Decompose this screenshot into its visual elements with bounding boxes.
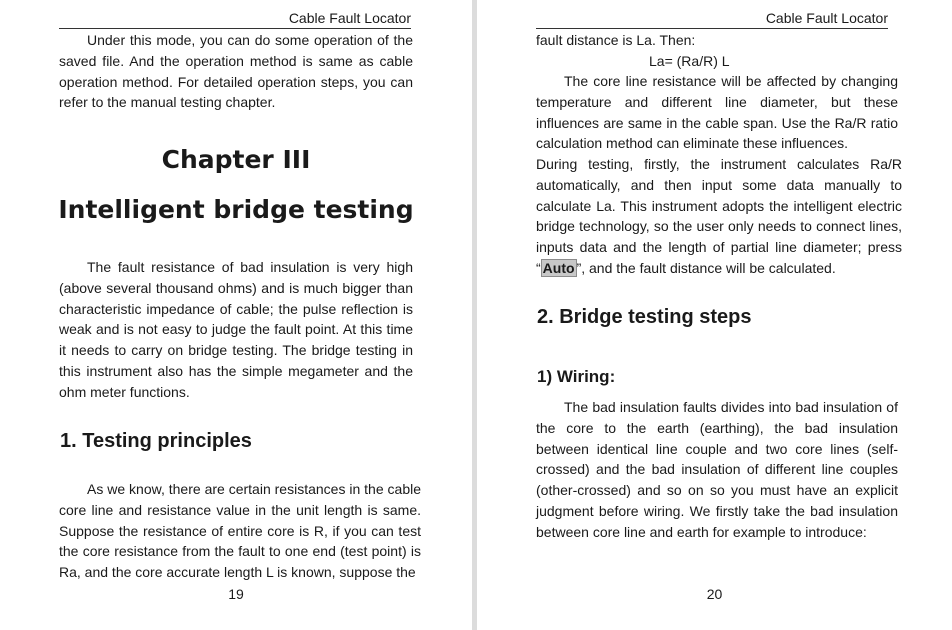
continued-text: fault distance is La. Then: bbox=[536, 32, 696, 48]
chapter-label: Chapter III bbox=[161, 145, 311, 174]
wiring-paragraph: The bad insulation faults divides into bad insulation of the core to the earth (earthing), the bad insulation between identical line couple and two core lines (self-crossed) and the bad insulation of different line couples (other-crossed) and so on so you must have an explicit judgment before wiring. We firstly take the bad insulation between core line and earth for example to introduce: bbox=[536, 399, 898, 540]
distance-formula: La= (Ra/R) L bbox=[649, 53, 730, 69]
core-resistance-paragraph: The core line resistance will be affected by changing temperature and different line diameter, but these influences are same in the cable span. Use the Ra/R ratio calculation method can eliminate these influences. bbox=[536, 73, 898, 152]
page-header: Cable Fault Locator bbox=[536, 10, 888, 29]
page-number: 20 bbox=[706, 586, 723, 602]
subsection-heading-wiring: 1) Wiring: bbox=[537, 367, 616, 386]
right-page bbox=[477, 0, 952, 630]
testing-principles-paragraph: As we know, there are certain resistances in the cable core line and resistance value in the unit length is same. Suppose the resistance of entire core is R, if you can test the core resistance from the fault to one end (test point) is Ra, and the core accurate length L is known, suppose the bbox=[59, 481, 421, 581]
left-page bbox=[0, 0, 472, 630]
procedure-text-end: ”, and the fault distance will be calculated. bbox=[576, 259, 836, 276]
chapter-title: Intelligent bridge testing bbox=[58, 195, 414, 224]
section-heading-testing-principles: 1. Testing principles bbox=[60, 430, 252, 452]
auto-key-label: Auto bbox=[542, 259, 575, 276]
page-number: 19 bbox=[228, 586, 244, 602]
intro-paragraph: Under this mode, you can do some operation of the saved file. And the operation method is same as cable operation method. For detailed operation steps, you can refer to the manual testing chapter. bbox=[59, 32, 413, 111]
page-header: Cable Fault Locator bbox=[59, 10, 411, 29]
testing-procedure-paragraph bbox=[536, 154, 902, 279]
procedure-text: During testing, firstly, the instrument calculates Ra/R automatically, and then input some data manually to calculate La. This instrument adopts the intelligent electric bridge technology, so the user only needs to connect lines, inputs data and the length of partial line diameter; press “ bbox=[536, 156, 902, 276]
chapter-intro-paragraph: The fault resistance of bad insulation is very high (above several thousand ohms) and is much bigger than characteristic impedance of cable; the pulse reflection is weak and is not easy to judge the fault point. At this time it needs to carry on bridge testing. The bridge testing in this instrument also has the simple megameter and the ohm meter functions. bbox=[59, 259, 413, 400]
section-heading-bridge-testing-steps: 2. Bridge testing steps bbox=[537, 306, 752, 328]
